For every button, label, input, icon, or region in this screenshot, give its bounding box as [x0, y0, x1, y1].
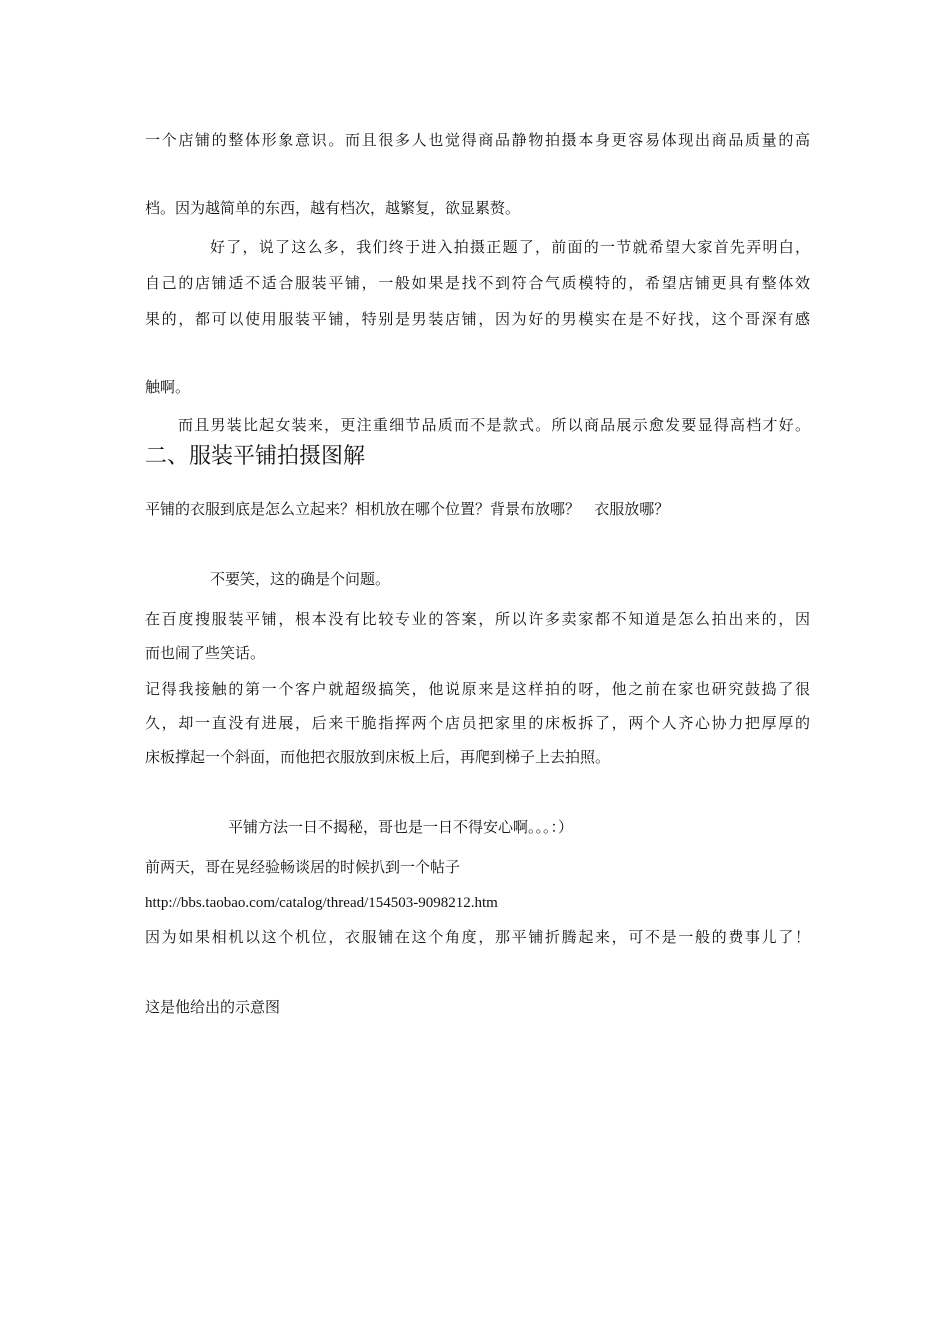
paragraph-line: 久，却一直没有进展，后来干脆指挥两个店员把家里的床板拆了，两个人齐心协力把厚厚的 — [145, 714, 810, 732]
paragraph-line: 而且男装比起女装来，更注重细节品质而不是款式。所以商品展示愈发要显得高档才好。 — [178, 416, 810, 434]
paragraph-line: 不要笑，这的确是个问题。 — [210, 570, 391, 588]
paragraph-line: 在百度搜服装平铺，根本没有比较专业的答案，所以许多卖家都不知道是怎么拍出来的，因 — [145, 610, 810, 628]
paragraph-line: 触啊。 — [145, 378, 191, 396]
question-line: 平铺的衣服到底是怎么立起来？相机放在哪个位置？背景布放哪？ 衣服放哪？ — [145, 500, 670, 518]
paragraph-line: 床板撑起一个斜面，而他把衣服放到床板上后，再爬到梯子上去拍照。 — [145, 748, 611, 766]
paragraph-line: 自己的店铺适不适合服装平铺，一般如果是找不到符合气质模特的，希望店铺更具有整体效 — [145, 274, 810, 292]
paragraph-line: 平铺方法一日不揭秘，哥也是一日不得安心啊。。。：） — [228, 818, 574, 836]
paragraph-line: 记得我接触的第一个客户就超级搞笑，他说原来是这样拍的呀，他之前在家也研究鼓捣了很 — [145, 680, 810, 698]
thread-url-link[interactable]: http://bbs.taobao.com/catalog/thread/154503-9098212.htm — [145, 895, 498, 911]
paragraph-line: 一个店铺的整体形象意识。而且很多人也觉得商品静物拍摄本身更容易体现出商品质量的高 — [145, 131, 810, 149]
paragraph-line: 前两天，哥在晃经验畅谈居的时候扒到一个帖子 — [145, 858, 461, 876]
paragraph-line: 好了，说了这么多，我们终于进入拍摄正题了，前面的一节就希望大家首先弄明白， — [210, 238, 810, 256]
paragraph-line: 档。因为越简单的东西，越有档次，越繁复，欲显累赘。 — [145, 199, 521, 217]
paragraph-line: 因为如果相机以这个机位，衣服铺在这个角度，那平铺折腾起来，可不是一般的费事儿了！ — [145, 928, 810, 946]
section-heading: 二、服装平铺拍摄图解 — [145, 444, 366, 469]
paragraph-line: 果的，都可以使用服装平铺，特别是男装店铺，因为好的男模实在是不好找，这个哥深有感 — [145, 310, 810, 328]
paragraph-line: 而也闹了些笑话。 — [145, 644, 266, 662]
paragraph-line: 这是他给出的示意图 — [145, 998, 281, 1016]
